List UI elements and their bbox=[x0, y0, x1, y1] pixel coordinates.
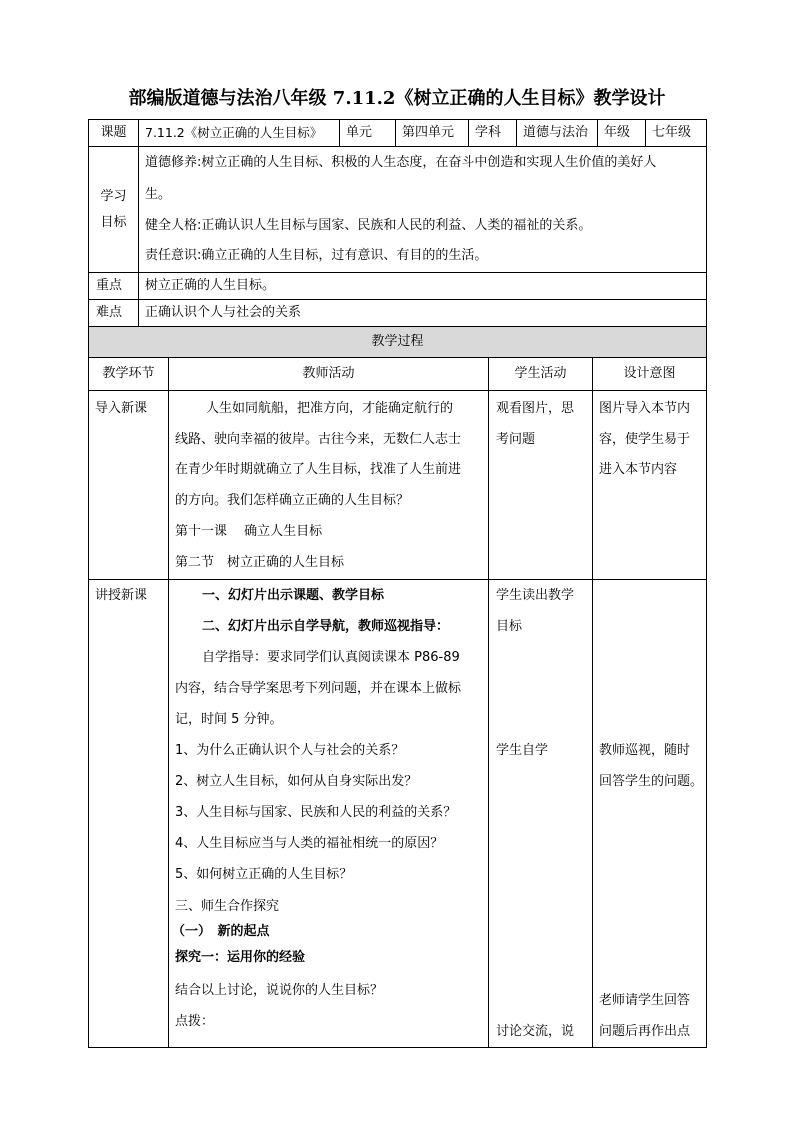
lecture-teacher-line: 结合以上讨论，说说你的人生目标？ bbox=[175, 983, 384, 998]
col-teacher-header: 教师活动 bbox=[168, 357, 489, 391]
difficulty-label-cell: 难点 bbox=[88, 299, 139, 327]
intro-teacher-line: 第十一课 确立人生目标 bbox=[175, 524, 323, 539]
lecture-teacher-line: 5、如何树立正确的人生目标？ bbox=[175, 867, 353, 882]
intro-teacher-line: 线路、驶向幸福的彼岸。古往今来，无数仁人志士 bbox=[175, 432, 462, 447]
goal-moral: 道德修养:树立正确的人生目标、积极的人生态度，在奋斗中创造和实现人生价值的美好人 bbox=[145, 155, 657, 170]
lecture-teacher-line: 2、树立人生目标，如何从自身实际出发？ bbox=[175, 774, 418, 789]
lecture-intent-line: 问题后再作出点 bbox=[599, 1024, 691, 1039]
teaching-process-header: 教学过程 bbox=[88, 326, 707, 358]
lecture-teacher-line: 4、人生目标应当与人类的福祉相统一的原因？ bbox=[175, 836, 444, 851]
lecture-intent-line: 回答学生的问题。 bbox=[599, 774, 704, 789]
goals-label-cell bbox=[88, 146, 139, 273]
course-label-cell: 课题 bbox=[88, 119, 139, 147]
lecture-teacher-line: 一、幻灯片出示课题、教学目标 bbox=[202, 588, 385, 603]
lecture-student-line: 学生自学 bbox=[496, 743, 549, 758]
intro-intent-line: 进入本节内容 bbox=[599, 462, 678, 477]
intro-teacher-line: 在青少年时期就确立了人生目标，找准了人生前进 bbox=[175, 462, 462, 477]
intro-intent-cell bbox=[592, 390, 707, 580]
intro-teacher-cell bbox=[168, 390, 489, 580]
goals-label-line1: 学习 bbox=[100, 188, 127, 204]
intro-student-cell bbox=[488, 390, 593, 580]
key-point-value-cell: 树立正确的人生目标。 bbox=[138, 272, 707, 300]
col-stage-header: 教学环节 bbox=[88, 357, 169, 391]
unit-label-cell: 单元 bbox=[339, 119, 396, 147]
goals-content-cell bbox=[138, 146, 707, 273]
col-student-header: 学生活动 bbox=[488, 357, 593, 391]
col-intent-header: 设计意图 bbox=[592, 357, 707, 391]
intro-teacher-line: 的方向。我们怎样确立正确的人生目标？ bbox=[175, 493, 410, 508]
lecture-teacher-cell bbox=[168, 579, 489, 1048]
lecture-teacher-line: 点拨： bbox=[175, 1014, 215, 1029]
intro-intent-line: 图片导入本节内 bbox=[599, 401, 691, 416]
lecture-stage-cell bbox=[88, 579, 169, 1048]
lecture-teacher-line: 三、师生合作探究 bbox=[175, 899, 280, 914]
goal-personality: 健全人格:正确认识人生目标与国家、民族和人民的利益、人类的福祉的关系。 bbox=[145, 218, 592, 233]
lecture-student-line: 讨论交流，说 bbox=[496, 1024, 575, 1039]
grade-value-cell: 七年级 bbox=[645, 119, 707, 147]
lecture-student-line: 学生读出教学 bbox=[496, 588, 575, 603]
grade-label-cell: 年级 bbox=[597, 119, 646, 147]
unit-value-cell: 第四单元 bbox=[395, 119, 469, 147]
intro-student-line: 考问题 bbox=[496, 432, 536, 447]
lecture-teacher-line: 1、为什么正确认识个人与社会的关系？ bbox=[175, 743, 405, 758]
intro-teacher-line: 第二节 树立正确的人生目标 bbox=[175, 555, 345, 570]
intro-stage-cell bbox=[88, 390, 169, 580]
document-title: 部编版道德与法治八年级 7.11.2《树立正确的人生目标》教学设计 bbox=[128, 88, 666, 109]
lecture-teacher-line: 3、人生目标与国家、民族和人民的利益的关系？ bbox=[175, 805, 457, 820]
lecture-teacher-line: 自学指导：要求同学们认真阅读课本 P86-89 bbox=[202, 650, 460, 665]
intro-teacher-line: 人生如同航船，把准方向，才能确定航行的 bbox=[206, 401, 454, 416]
goal-responsibility: 责任意识:确立正确的人生目标，过有意识、有目的的生活。 bbox=[145, 248, 488, 263]
intro-stage-label: 导入新课 bbox=[95, 401, 148, 416]
goals-label-line2: 目标 bbox=[100, 214, 127, 230]
intro-student-line: 观看图片，思 bbox=[496, 401, 575, 416]
lecture-teacher-line: 记，时间 5 分钟。 bbox=[175, 712, 283, 727]
key-point-label-cell: 重点 bbox=[88, 272, 139, 300]
lecture-intent-line: 教师巡视，随时 bbox=[599, 743, 691, 758]
lecture-teacher-line: （一） 新的起点 bbox=[172, 924, 270, 939]
lecture-teacher-line: 探究一：运用你的经验 bbox=[175, 950, 306, 965]
intro-intent-line: 容，使学生易于 bbox=[599, 432, 691, 447]
lecture-teacher-line: 二、幻灯片出示自学导航，教师巡视指导： bbox=[202, 619, 450, 634]
lecture-stage-label: 讲授新课 bbox=[95, 588, 148, 603]
lecture-teacher-line: 内容，结合导学案思考下列问题，并在课本上做标 bbox=[175, 681, 462, 696]
lecture-intent-cell bbox=[592, 579, 707, 1048]
course-value-cell: 7.11.2《树立正确的人生目标》 bbox=[138, 119, 340, 147]
lecture-intent-line: 老师请学生回答 bbox=[599, 993, 691, 1008]
lecture-student-line: 目标 bbox=[496, 619, 523, 634]
lecture-student-cell bbox=[488, 579, 593, 1048]
subject-value-cell: 道德与法治 bbox=[516, 119, 598, 147]
difficulty-value-cell: 正确认识个人与社会的关系 bbox=[138, 299, 707, 327]
goal-moral-cont: 生。 bbox=[145, 187, 172, 202]
subject-label-cell: 学科 bbox=[468, 119, 517, 147]
